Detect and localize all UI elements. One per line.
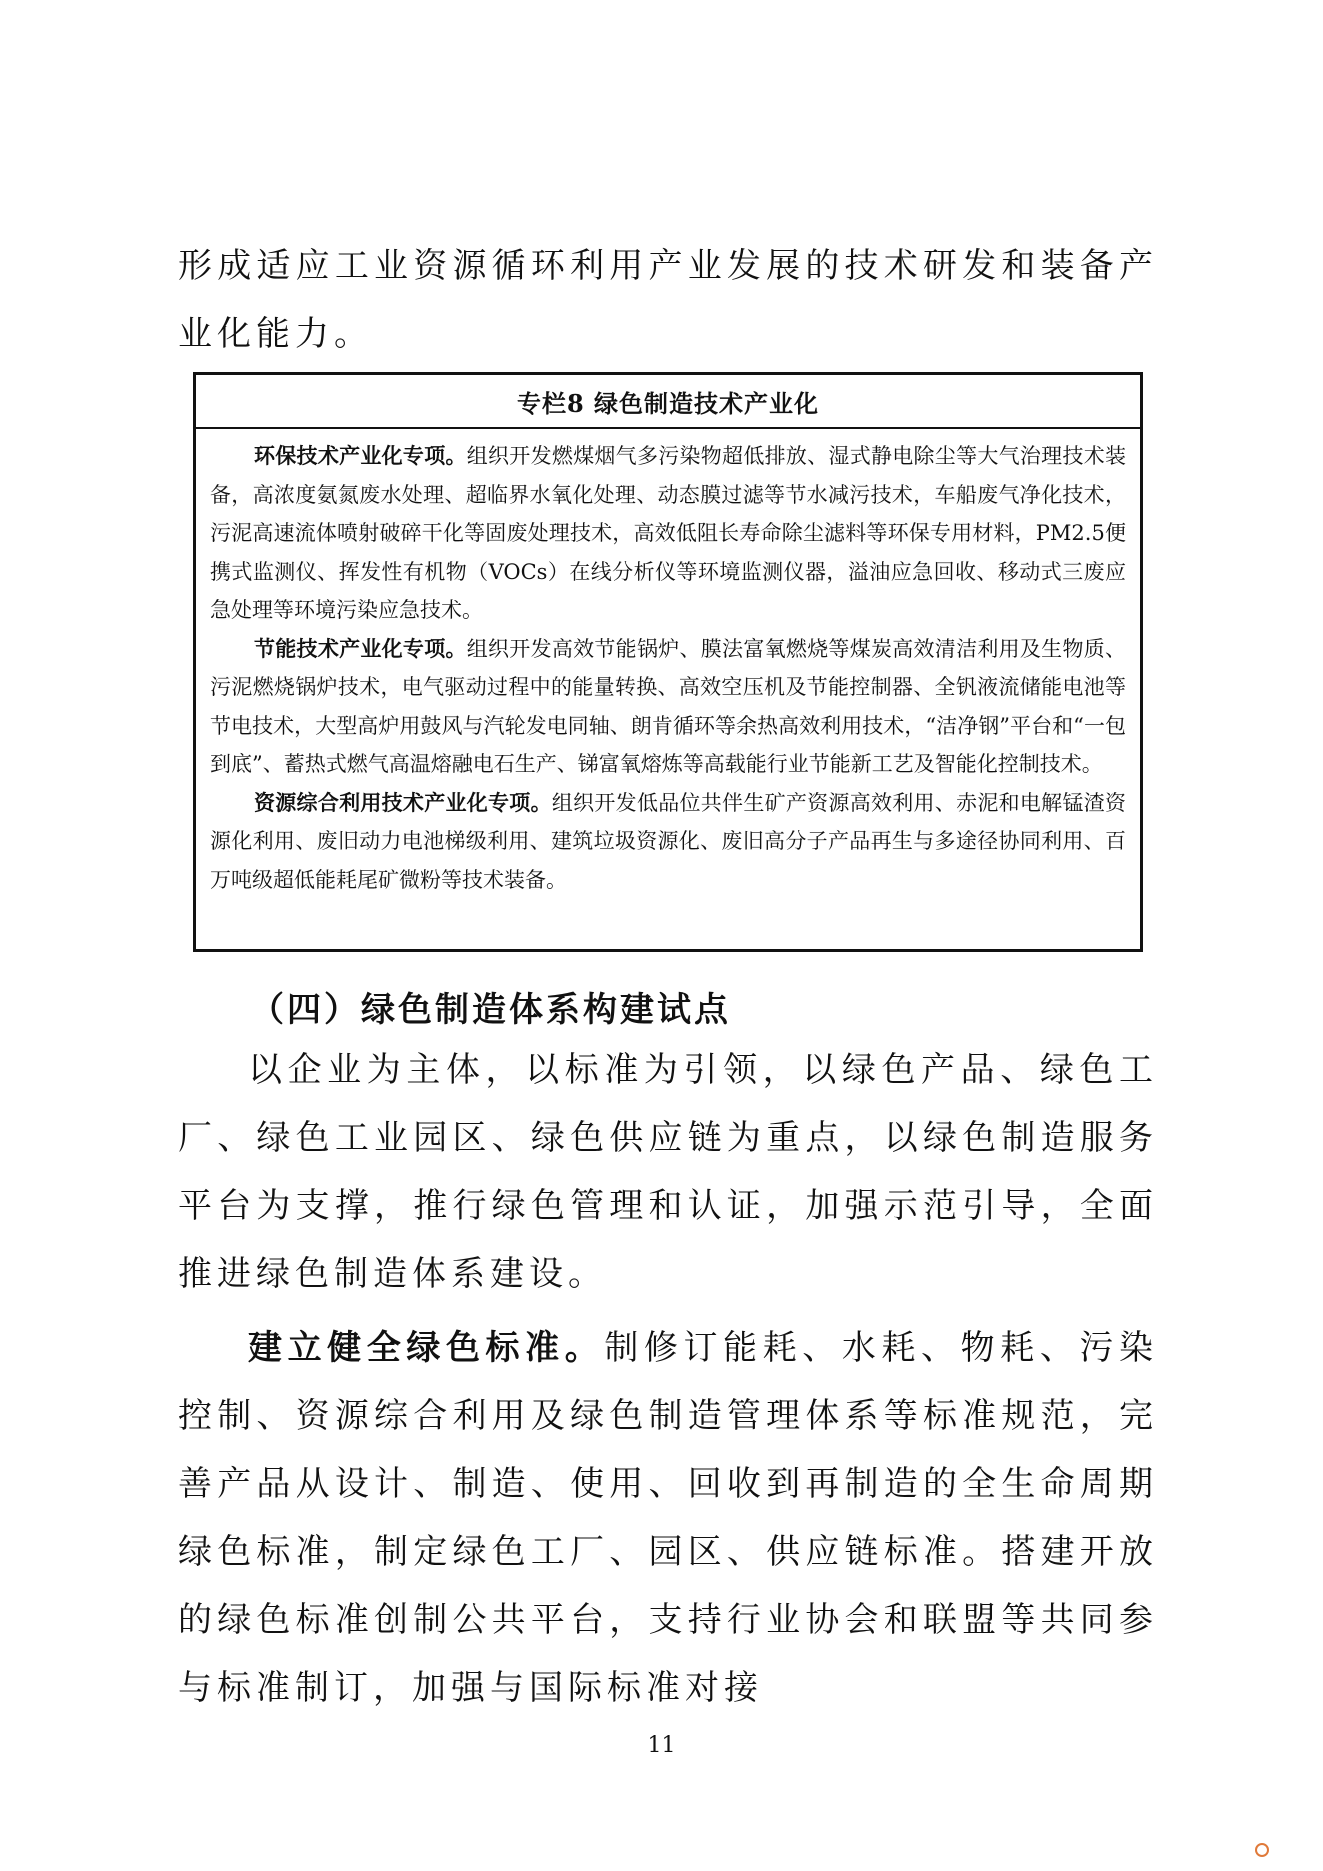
- section-heading: （四）绿色制造体系构建试点: [250, 990, 731, 1030]
- box-item-lead: 资源综合利用技术产业化专项。: [254, 789, 552, 815]
- box-item-resources: [210, 784, 1126, 900]
- box-item-lead: 环保技术产业化专项。: [254, 443, 467, 468]
- logo-icon: [1255, 1843, 1269, 1857]
- box-item-text: 组织开发低品位共伴生矿产资源高效利用、赤泥和电解锰渣资源化利用、废旧动力电池梯级利用、建筑垃圾资源化、废旧高分子产品再生与多途径协同利用、百万吨级超低能耗尾矿微粉等技术装备。: [210, 790, 1127, 892]
- box-item-environmental: [210, 437, 1126, 630]
- box-item-lead: 节能技术产业化专项。: [254, 635, 467, 661]
- box-title: 专栏8 绿色制造技术产业化: [196, 375, 1140, 429]
- intro-paragraph: 形成适应工业资源循环利用产业发展的技术研发和装备产业化能力。: [178, 246, 1158, 354]
- sidebar-box: [193, 372, 1143, 952]
- standards-paragraph: [178, 1314, 1158, 1722]
- standards-text: 制修订能耗、水耗、物耗、污染控制、资源综合利用及绿色制造管理体系等标准规范，完善产品从设计、制造、使用、回收到再制造的全生命周期绿色标准，制定绿色工厂、园区、供应链标准。搭建开放的绿色标准创制公共平台，支持行业协会和联盟等共同参与标准制订，加强与国际标准对接: [178, 1328, 1159, 1708]
- box-item-energy: [210, 630, 1126, 784]
- section-paragraph: 以企业为主体，以标准为引领，以绿色产品、绿色工厂、绿色工业园区、绿色供应链为重点，以绿色制造服务平台为支撑，推行绿色管理和认证，加强示范引导，全面推进绿色制造体系建设。: [178, 1050, 1158, 1294]
- box-item-text: 组织开发燃煤烟气多污染物超低排放、湿式静电除尘等大气治理技术装备，高浓度氨氮废水处理、超临界水氧化处理、动态膜过滤等节水减污技术，车船废气净化技术，污泥高速流体喷射破碎干化等固废处理技术，高效低阻长寿命除尘滤料等环保专用材料，PM2.5便携式监测仪、挥发性有机物（VOCs）在线分析仪等环境监测仪器，溢油应急回收、移动式三废应急处理等环境污染应急技术。: [210, 444, 1126, 622]
- box-body: [196, 429, 1140, 899]
- standards-lead: 建立健全绿色标准。: [248, 1328, 605, 1368]
- watermark-logo: [1255, 1837, 1315, 1863]
- page-number: 11: [647, 1733, 676, 1758]
- box-item-text: 组织开发高效节能锅炉、膜法富氧燃烧等煤炭高效清洁利用及生物质、污泥燃烧锅炉技术，电气驱动过程中的能量转换、高效空压机及节能控制器、全钒液流储能电池等节电技术，大型高炉用鼓风与汽轮发电同轴、朗肯循环等余热高效利用技术，“洁净钢”平台和“一包到底”、蓄热式燃气高温熔融电石生产、锑富氧熔炼等高载能行业节能新工艺及智能化控制技术。: [210, 636, 1126, 776]
